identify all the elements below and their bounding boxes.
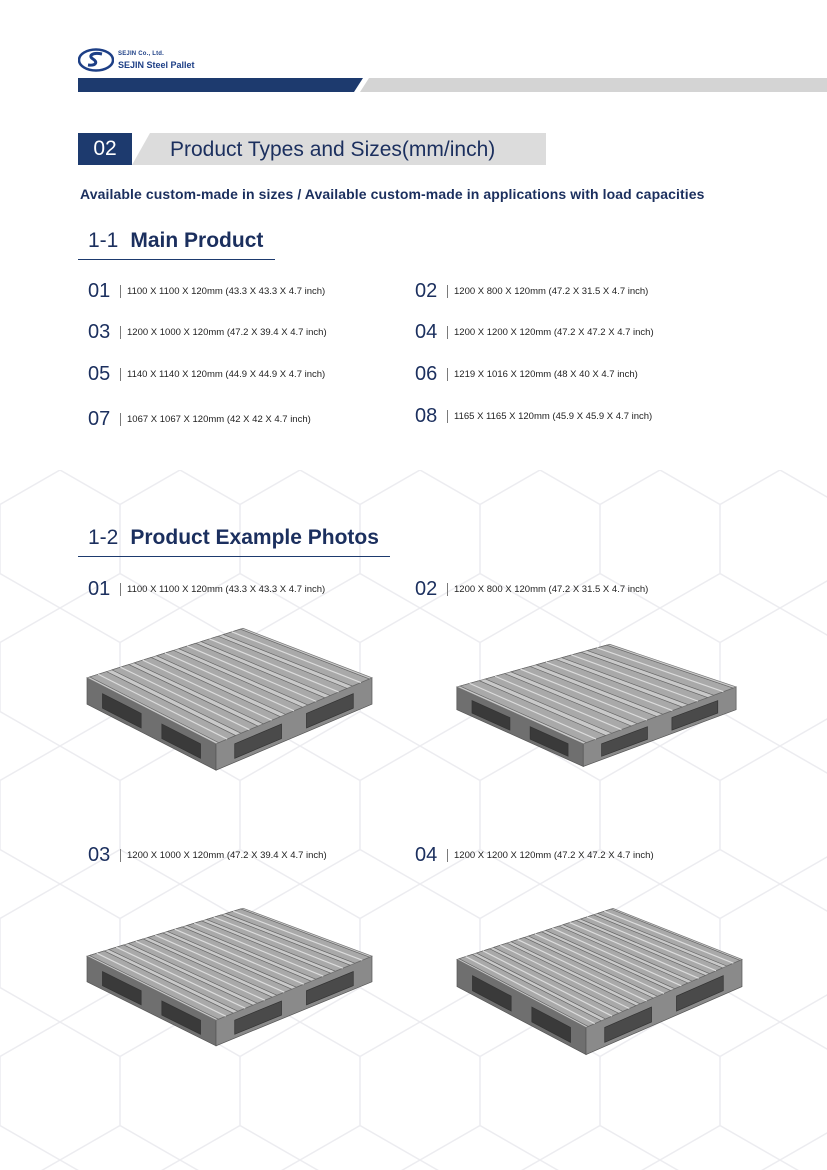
item-size: 1200 X 800 X 120mm (47.2 X 31.5 X 4.7 inch) [454, 583, 649, 595]
main-product-number: 1-1 [88, 229, 119, 252]
item-divider [447, 849, 448, 862]
item-divider [447, 583, 448, 596]
item-size: 1067 X 1067 X 120mm (42 X 42 X 4.7 inch) [127, 413, 311, 425]
photo-item-04 [415, 843, 654, 867]
header-band [78, 78, 827, 92]
example-photos-title: Product Example Photos [130, 526, 379, 549]
sejin-logo-icon [78, 48, 114, 72]
photo-item-03 [88, 843, 327, 867]
item-size: 1165 X 1165 X 120mm (45.9 X 45.9 X 4.7 inch) [454, 410, 653, 422]
main-item-08 [415, 404, 652, 428]
main-product-title: Main Product [130, 229, 264, 252]
item-number: 06 [415, 362, 438, 385]
item-number: 01 [88, 577, 111, 600]
item-divider [447, 368, 448, 381]
item-size: 1200 X 1000 X 120mm (47.2 X 39.4 X 4.7 inch) [127, 326, 327, 338]
item-number: 03 [88, 320, 111, 343]
photo-item-01 [88, 577, 325, 601]
main-item-04 [415, 320, 654, 344]
main-item-02 [415, 279, 648, 303]
main-item-03 [88, 320, 327, 344]
main-item-05 [88, 362, 325, 386]
item-size: 1100 X 1100 X 120mm (43.3 X 43.3 X 4.7 inch) [127, 583, 326, 595]
item-size: 1200 X 800 X 120mm (47.2 X 31.5 X 4.7 inch) [454, 285, 649, 297]
item-number: 07 [88, 407, 111, 430]
item-divider [120, 368, 121, 381]
main-item-07 [88, 407, 311, 431]
item-divider [120, 849, 121, 862]
example-photos-number: 1-2 [88, 526, 119, 549]
item-divider [120, 583, 121, 596]
example-photos-underline [78, 556, 390, 557]
company-name-small: SEJIN Co., Ltd. [118, 51, 165, 57]
item-size: 1100 X 1100 X 120mm (43.3 X 43.3 X 4.7 inch) [127, 285, 326, 297]
pallet-photo-04 [448, 905, 748, 1075]
photo-item-02 [415, 577, 648, 601]
section-subtitle: Available custom-made in sizes / Available custom-made in applications with load capacities [80, 186, 705, 202]
pallet-photo-01 [78, 625, 378, 790]
pallet-photo-02 [448, 640, 742, 785]
item-number: 03 [88, 843, 111, 866]
item-divider [447, 326, 448, 339]
item-number: 08 [415, 404, 438, 427]
item-number: 05 [88, 362, 111, 385]
main-item-06 [415, 362, 638, 386]
item-number: 02 [415, 577, 438, 600]
item-size: 1140 X 1140 X 120mm (44.9 X 44.9 X 4.7 inch) [127, 368, 326, 380]
item-number: 02 [415, 279, 438, 302]
example-photos-heading [88, 526, 379, 550]
pallet-photo-03 [78, 905, 378, 1065]
item-size: 1219 X 1016 X 120mm (48 X 40 X 4.7 inch) [454, 368, 638, 380]
item-number: 04 [415, 320, 438, 343]
item-divider [447, 410, 448, 423]
item-divider [120, 413, 121, 426]
item-divider [447, 285, 448, 298]
item-number: 04 [415, 843, 438, 866]
company-logo [78, 46, 218, 76]
item-divider [120, 326, 121, 339]
item-size: 1200 X 1200 X 120mm (47.2 X 47.2 X 4.7 inch) [454, 849, 654, 861]
main-product-heading [88, 229, 263, 253]
item-number: 01 [88, 279, 111, 302]
section-title: Product Types and Sizes(mm/inch) [170, 138, 496, 161]
item-divider [120, 285, 121, 298]
section-number: 02 [78, 133, 132, 165]
item-size: 1200 X 1000 X 120mm (47.2 X 39.4 X 4.7 inch) [127, 849, 327, 861]
main-item-01 [88, 279, 325, 303]
item-size: 1200 X 1200 X 120mm (47.2 X 47.2 X 4.7 inch) [454, 326, 654, 338]
main-product-underline [78, 259, 275, 260]
company-name-big: SEJIN Steel Pallet [118, 60, 195, 70]
